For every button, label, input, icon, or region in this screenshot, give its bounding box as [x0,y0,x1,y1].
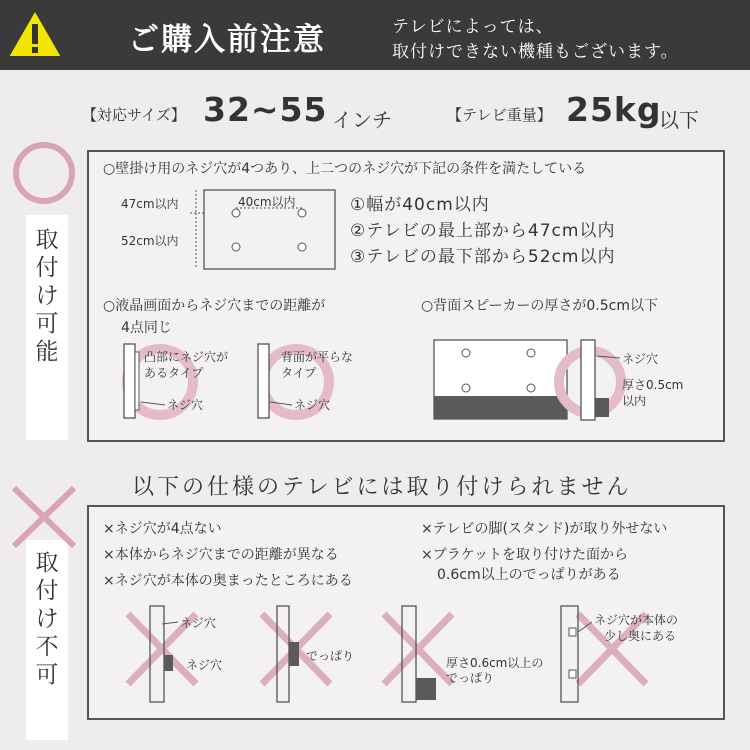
ng-title: 以下の仕様のテレビには取り付けられません [132,475,632,500]
weight-value: 25kg [566,90,662,129]
condition-1: ①幅が40cm以内 [350,195,490,215]
page-title: ご購入前注意 [128,22,326,58]
condition-title: ○壁掛け用のネジ穴が4つあり、上二つのネジ穴が下記の条件を満たしている [103,161,587,177]
ok-side-label: 取 付 け 可 能 [35,227,59,365]
distance-title-line2: 4点同じ [121,320,172,336]
ng3-thick-line2: でっぱり [446,671,495,685]
convex-label-line1: 凸部にネジ穴が [144,350,229,364]
size-label: 【対応サイズ】 [82,106,186,124]
dim-47-label: 47cm以内 [121,197,179,211]
size-unit: インチ [332,108,392,132]
cross-icon [14,488,74,546]
speaker-diagram [434,340,621,420]
ng-item-1: ×ネジ穴が4点ない [103,521,222,537]
ng-side-label: 取 付 け 不 可 [35,550,59,688]
condition-3: ③テレビの最下部から52cm以内 [350,247,616,267]
flat-label-line2: タイプ [281,366,317,380]
flat-screw-label: ネジ穴 [294,398,331,412]
convex-screw-label: ネジ穴 [167,398,204,412]
speaker-title: ○背面スピーカーの厚さが0.5cm以下 [421,298,658,314]
thickness-line2: 以内 [622,394,647,408]
ng-item-4: ×テレビの脚(スタンド)が取り外せない [421,521,668,537]
ng4-recessed-line1: ネジ穴が本体の [594,613,679,627]
size-value: 32~55 [203,90,328,129]
ng-item-3: ×ネジ穴が本体の奥まったところにある [103,573,353,589]
ng2-protrusion-label: でっぱり [306,649,355,663]
dim-40-label: 40cm以内 [238,195,296,209]
header-note-line1: テレビによっては、 [392,17,554,37]
header-note-line2: 取付けできない機種もございます。 [392,42,679,62]
weight-label: 【テレビ重量】 [447,106,552,124]
ng4-recessed-line2: 少し奥にある [604,629,677,643]
ng-item-5: ×ブラケットを取り付けた面から [421,547,629,563]
ng-item-2: ×本体からネジ穴までの距離が異なる [103,547,339,563]
condition-2: ②テレビの最上部から47cm以内 [350,221,616,241]
ng-item-5b: 0.6cm以上のでっぱりがある [437,567,621,583]
weight-unit: 以下 [659,108,699,132]
convex-label-line2: あるタイプ [144,366,204,380]
thickness-line1: 厚さ0.5cm [622,378,684,392]
ng1-screw-label: ネジ穴 [180,616,217,630]
speaker-screw-label: ネジ穴 [622,352,659,366]
circle-icon [16,145,72,201]
flat-label-line1: 背面が平らな [281,350,354,364]
ng1-screw-label-2: ネジ穴 [186,658,223,672]
dim-52-label: 52cm以内 [121,234,179,248]
ng3-thick-line1: 厚さ0.6cm以上の [446,656,544,670]
distance-title-line1: ○液晶画面からネジ穴までの距離が [103,298,326,314]
